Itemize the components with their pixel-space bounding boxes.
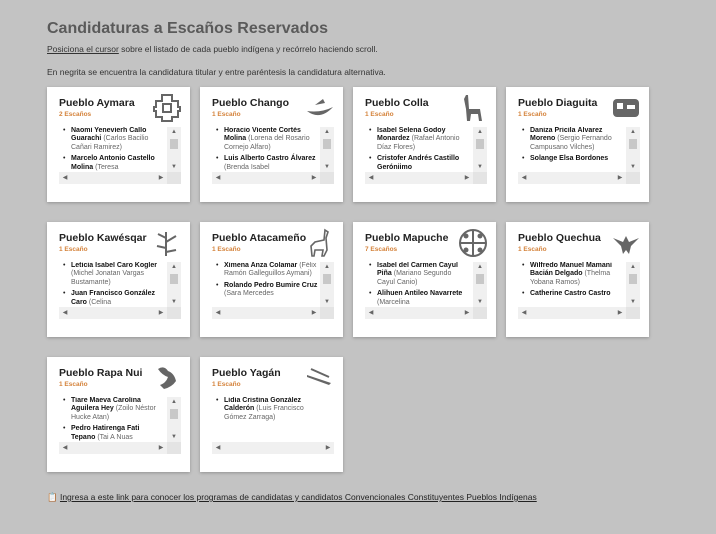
scroll-thumb[interactable] bbox=[629, 274, 637, 284]
scroll-thumb[interactable] bbox=[170, 139, 178, 149]
candidate-alt: (Sara Mercedes bbox=[224, 290, 274, 298]
scroll-up-icon[interactable]: ▲ bbox=[171, 264, 177, 270]
horizontal-scrollbar[interactable] bbox=[518, 307, 626, 319]
scroll-down-icon[interactable]: ▼ bbox=[630, 299, 636, 305]
card-pueblo-mapuche bbox=[353, 222, 496, 337]
scroll-right-icon[interactable]: ▶ bbox=[617, 310, 623, 316]
candidate-alt: (Celina bbox=[88, 298, 112, 306]
card-title: Pueblo Mapuche bbox=[365, 232, 449, 244]
scroll-thumb[interactable] bbox=[629, 139, 637, 149]
intro-text bbox=[47, 44, 378, 54]
candidate-alt: (Rafael Antonio Díaz Flores) bbox=[377, 135, 460, 151]
card-title: Pueblo Kawésqar bbox=[59, 232, 147, 244]
intro-bold-note: En negrita se encuentra la candidatura titular y entre paréntesis la candidatura alternativa. bbox=[47, 67, 386, 77]
vertical-scrollbar[interactable] bbox=[320, 262, 334, 307]
scroll-corner bbox=[320, 172, 334, 184]
seats-count: 1 Escaño bbox=[518, 246, 547, 253]
scroll-thumb[interactable] bbox=[170, 274, 178, 284]
candidate-main: Pedro Hatirenga Fati Tepano bbox=[71, 425, 140, 441]
scroll-up-icon[interactable]: ▲ bbox=[477, 129, 483, 135]
horizontal-scrollbar[interactable] bbox=[365, 172, 473, 184]
vertical-scrollbar[interactable] bbox=[167, 262, 181, 307]
kawesqar-icon bbox=[152, 228, 182, 258]
candidate-main: Daniza Pricila Álvarez Moreno bbox=[530, 127, 603, 143]
llama-icon bbox=[458, 93, 488, 123]
card-title: Pueblo Quechua bbox=[518, 232, 601, 244]
candidate-main: Rolando Pedro Bumire Cruz bbox=[224, 281, 318, 289]
scroll-corner bbox=[473, 172, 487, 184]
scroll-thumb[interactable] bbox=[323, 139, 331, 149]
horizontal-scrollbar[interactable] bbox=[59, 172, 167, 184]
footer-rest[interactable]: para conocer los programas de candidatas y candidatos Convencionales Constituyentes Pueblos Indígenas bbox=[128, 492, 537, 502]
vertical-scrollbar[interactable] bbox=[626, 262, 640, 307]
scroll-right-icon[interactable]: ▶ bbox=[464, 310, 470, 316]
candidate-list[interactable] bbox=[518, 127, 640, 172]
candidate-item bbox=[59, 155, 181, 172]
card-title: Pueblo Atacameño bbox=[212, 232, 307, 244]
scroll-up-icon[interactable]: ▲ bbox=[324, 129, 330, 135]
seats-count: 7 Escaños bbox=[365, 246, 398, 253]
candidate-item bbox=[59, 290, 181, 307]
card-title: Pueblo Chango bbox=[212, 97, 289, 109]
card-pueblo-yagán bbox=[200, 357, 343, 472]
scroll-left-icon[interactable]: ◀ bbox=[521, 175, 527, 181]
card-title: Pueblo Colla bbox=[365, 97, 429, 109]
vertical-scrollbar[interactable] bbox=[473, 127, 487, 172]
candidate-main: Wilfredo Manuel Mamani Bacián Delgado bbox=[530, 262, 613, 278]
candidate-main: Solange Elsa Bordones bbox=[530, 155, 609, 163]
candidate-list[interactable] bbox=[59, 127, 181, 172]
chakana-icon bbox=[152, 93, 182, 123]
birdman-icon bbox=[152, 363, 182, 393]
candidate-main: Catherine Castro Castro bbox=[530, 290, 611, 298]
candidate-item bbox=[212, 397, 334, 422]
seats-count: 1 Escaño bbox=[365, 111, 394, 118]
scroll-right-icon[interactable]: ▶ bbox=[311, 310, 317, 316]
scroll-corner bbox=[473, 307, 487, 319]
candidate-item bbox=[212, 282, 334, 299]
page-title: Candidaturas a Escaños Reservados bbox=[47, 20, 329, 37]
scroll-left-icon[interactable]: ◀ bbox=[215, 310, 221, 316]
candidate-alt: (Félix Ramón Galleguillos Aymani) bbox=[224, 262, 317, 278]
candidate-main: Luis Alberto Castro Álvarez bbox=[224, 155, 316, 163]
candidate-alt: (Tai A Nuas bbox=[97, 433, 133, 441]
horizontal-scrollbar[interactable] bbox=[365, 307, 473, 319]
candidate-item bbox=[365, 127, 487, 152]
candidate-alt: (Teresa bbox=[95, 163, 119, 171]
scroll-left-icon[interactable]: ◀ bbox=[368, 175, 374, 181]
scroll-corner bbox=[320, 307, 334, 319]
seats-count: 1 Escaño bbox=[59, 246, 88, 253]
intro-cursor-link[interactable]: Posiciona el cursor bbox=[47, 44, 119, 54]
candidate-list[interactable] bbox=[212, 127, 334, 172]
candidate-alt: (Luis Francisco Gómez Zarraga) bbox=[224, 405, 304, 421]
vertical-scrollbar[interactable] bbox=[167, 397, 181, 442]
card-pueblo-aymara bbox=[47, 87, 190, 202]
programs-link[interactable]: Ingresa a este link bbox=[59, 492, 129, 502]
candidate-item bbox=[518, 155, 640, 163]
kultrun-icon bbox=[458, 228, 488, 258]
candidate-item bbox=[59, 127, 181, 152]
candidate-main: Tiare Maeva Carolina Aguilera Hey bbox=[71, 397, 141, 413]
candidate-item bbox=[365, 155, 487, 172]
clipboard-icon: 📋 bbox=[47, 492, 58, 502]
diaguita-icon bbox=[611, 93, 641, 123]
seats-count: 1 Escaño bbox=[212, 381, 241, 388]
candidate-main: Isabel del Carmen Cayul Piña bbox=[377, 262, 458, 278]
candidate-alt: (Brenda Isabel bbox=[224, 163, 270, 171]
scroll-up-icon[interactable]: ▲ bbox=[477, 264, 483, 270]
scroll-thumb[interactable] bbox=[323, 274, 331, 284]
scroll-corner bbox=[626, 172, 640, 184]
card-pueblo-kawésqar bbox=[47, 222, 190, 337]
candidate-item bbox=[59, 425, 181, 442]
candidate-main: Leticia Isabel Caro Kogler bbox=[71, 262, 157, 269]
footer-note bbox=[47, 492, 537, 503]
boat-icon bbox=[305, 93, 335, 123]
scroll-right-icon[interactable]: ▶ bbox=[325, 445, 331, 451]
scroll-up-icon[interactable]: ▲ bbox=[171, 129, 177, 135]
card-title: Pueblo Aymara bbox=[59, 97, 135, 109]
candidate-item bbox=[212, 127, 334, 152]
scroll-right-icon[interactable]: ▶ bbox=[617, 175, 623, 181]
scroll-down-icon[interactable]: ▼ bbox=[171, 434, 177, 440]
scroll-down-icon[interactable]: ▼ bbox=[171, 299, 177, 305]
candidate-main: Alihuen Antileo Navarrete bbox=[377, 290, 463, 298]
candidate-list[interactable] bbox=[365, 127, 487, 172]
card-pueblo-quechua bbox=[506, 222, 649, 337]
scroll-corner bbox=[167, 172, 181, 184]
candidate-item bbox=[518, 290, 640, 298]
card-pueblo-colla bbox=[353, 87, 496, 202]
horizontal-scrollbar[interactable] bbox=[59, 307, 167, 319]
vicuna-icon bbox=[305, 228, 335, 258]
scroll-right-icon[interactable]: ▶ bbox=[158, 445, 164, 451]
candidate-item bbox=[212, 262, 334, 279]
scroll-up-icon[interactable]: ▲ bbox=[630, 264, 636, 270]
scroll-left-icon[interactable]: ◀ bbox=[62, 310, 68, 316]
scroll-left-icon[interactable]: ◀ bbox=[521, 310, 527, 316]
horizontal-scrollbar[interactable] bbox=[212, 307, 320, 319]
candidate-item bbox=[518, 127, 640, 152]
seats-count: 1 Escaño bbox=[212, 246, 241, 253]
candidate-main: Marcelo Antonio Castello Molina bbox=[71, 155, 155, 171]
candidate-alt: (Carlos Bacilio Cañari Ramirez) bbox=[71, 135, 149, 151]
card-title: Pueblo Diaguita bbox=[518, 97, 598, 109]
scroll-left-icon[interactable]: ◀ bbox=[215, 175, 221, 181]
candidate-alt: (Marcelina bbox=[377, 298, 410, 306]
card-pueblo-chango bbox=[200, 87, 343, 202]
seats-count: 1 Escaño bbox=[518, 111, 547, 118]
scroll-down-icon[interactable]: ▼ bbox=[630, 164, 636, 170]
scroll-right-icon[interactable]: ▶ bbox=[311, 175, 317, 181]
horizontal-scrollbar[interactable] bbox=[212, 172, 320, 184]
horizontal-scrollbar[interactable] bbox=[518, 172, 626, 184]
candidate-item bbox=[518, 262, 640, 287]
candidate-alt: (Zoilo Néstor Hucke Atan) bbox=[71, 405, 156, 421]
scroll-left-icon[interactable]: ◀ bbox=[368, 310, 374, 316]
card-pueblo-diaguita bbox=[506, 87, 649, 202]
candidate-item bbox=[365, 290, 487, 307]
candidate-list[interactable] bbox=[212, 397, 334, 442]
vertical-scrollbar[interactable] bbox=[320, 127, 334, 172]
card-title: Pueblo Yagán bbox=[212, 367, 281, 379]
candidate-list[interactable] bbox=[59, 397, 181, 442]
horizontal-scrollbar[interactable] bbox=[212, 442, 334, 454]
scroll-thumb[interactable] bbox=[476, 274, 484, 284]
candidate-alt: (Michel Jonatan Vargas Bustamante) bbox=[71, 270, 145, 286]
scroll-down-icon[interactable]: ▼ bbox=[324, 164, 330, 170]
candidate-alt: (Thelma Yobana Ramos) bbox=[530, 270, 611, 286]
candidate-alt: (Mariano Segundo Cayul Canio) bbox=[377, 270, 452, 286]
scroll-corner bbox=[167, 307, 181, 319]
scroll-left-icon[interactable]: ◀ bbox=[62, 445, 68, 451]
scroll-down-icon[interactable]: ▼ bbox=[477, 299, 483, 305]
candidate-item bbox=[212, 155, 334, 172]
seats-count: 1 Escaño bbox=[212, 111, 241, 118]
vertical-scrollbar[interactable] bbox=[473, 262, 487, 307]
seats-count: 2 Escaños bbox=[59, 111, 92, 118]
condor-icon bbox=[611, 228, 641, 258]
vertical-scrollbar[interactable] bbox=[167, 127, 181, 172]
candidate-main: Cristofer Andrés Castillo Geróniimo bbox=[377, 155, 460, 171]
scroll-up-icon[interactable]: ▲ bbox=[630, 129, 636, 135]
candidate-list[interactable] bbox=[518, 262, 640, 307]
intro-rest: sobre el listado de cada pueblo indígena y recórrelo haciendo scroll. bbox=[118, 44, 378, 54]
candidate-list[interactable] bbox=[59, 262, 181, 307]
candidate-main: Juan Francisco González Caro bbox=[71, 290, 156, 306]
candidate-main: Naomi Yenevierh Callo Guarachi bbox=[71, 127, 147, 143]
scroll-down-icon[interactable]: ▼ bbox=[171, 164, 177, 170]
card-title: Pueblo Rapa Nui bbox=[59, 367, 143, 379]
canoe-icon bbox=[305, 363, 335, 393]
scroll-left-icon[interactable]: ◀ bbox=[62, 175, 68, 181]
candidate-list[interactable] bbox=[365, 262, 487, 307]
candidate-main: Ximena Anza Colamar bbox=[224, 262, 298, 269]
horizontal-scrollbar[interactable] bbox=[59, 442, 167, 454]
scroll-corner bbox=[626, 307, 640, 319]
scroll-right-icon[interactable]: ▶ bbox=[158, 175, 164, 181]
scroll-thumb[interactable] bbox=[170, 409, 178, 419]
card-pueblo-rapa-nui bbox=[47, 357, 190, 472]
scroll-up-icon[interactable]: ▲ bbox=[171, 399, 177, 405]
candidate-main: Isabel Selena Godoy Monardez bbox=[377, 127, 446, 143]
candidate-alt: (Sergio Fernando Campusano Vilches) bbox=[530, 135, 612, 151]
scroll-right-icon[interactable]: ▶ bbox=[464, 175, 470, 181]
candidate-item bbox=[365, 262, 487, 287]
candidate-item bbox=[59, 397, 181, 422]
candidate-list[interactable] bbox=[212, 262, 334, 307]
scroll-down-icon[interactable]: ▼ bbox=[477, 164, 483, 170]
vertical-scrollbar[interactable] bbox=[626, 127, 640, 172]
candidate-item bbox=[59, 262, 181, 287]
scroll-up-icon[interactable]: ▲ bbox=[324, 264, 330, 270]
card-pueblo-atacameño bbox=[200, 222, 343, 337]
scroll-right-icon[interactable]: ▶ bbox=[158, 310, 164, 316]
seats-count: 1 Escaño bbox=[59, 381, 88, 388]
scroll-down-icon[interactable]: ▼ bbox=[324, 299, 330, 305]
scroll-left-icon[interactable]: ◀ bbox=[215, 445, 221, 451]
scroll-corner bbox=[167, 442, 181, 454]
candidate-alt: (Lorena del Rosario Cornejo Alfaro) bbox=[224, 135, 310, 151]
candidate-main: Lidia Cristina González Calderón bbox=[224, 397, 302, 413]
candidate-main: Horacio Vicente Cortés Molina bbox=[224, 127, 301, 143]
scroll-thumb[interactable] bbox=[476, 139, 484, 149]
